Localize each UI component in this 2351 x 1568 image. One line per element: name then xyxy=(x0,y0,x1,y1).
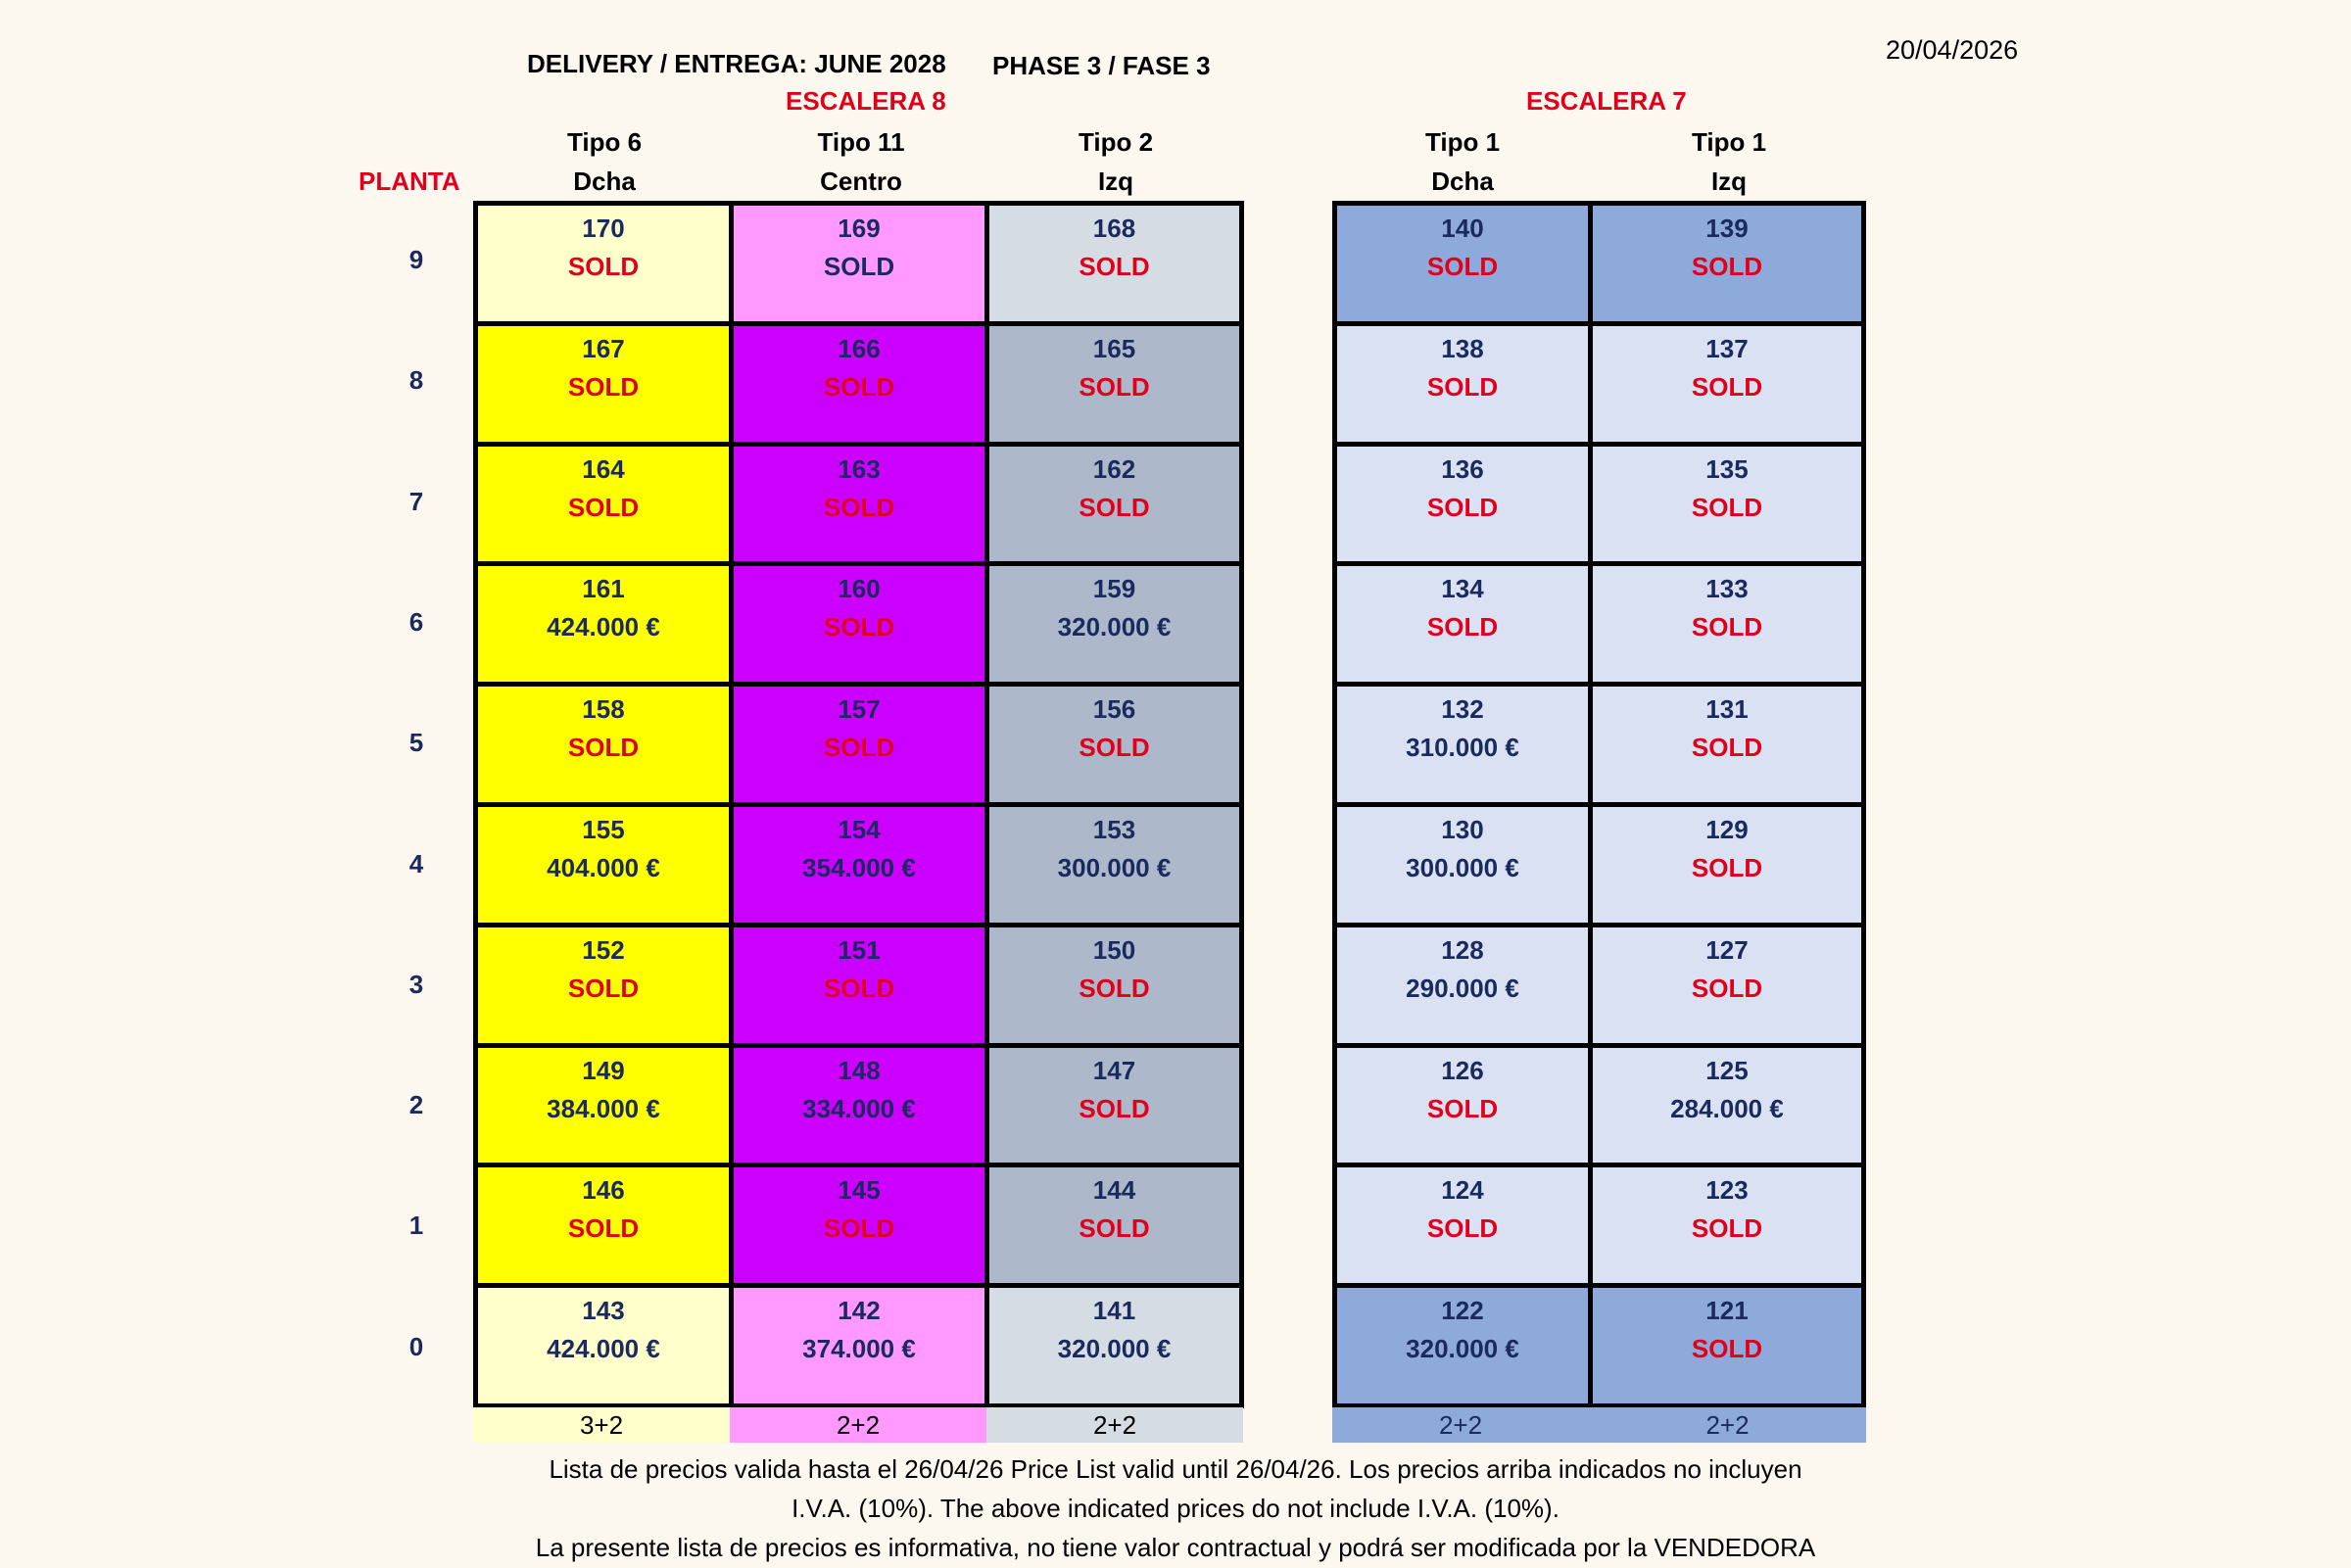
unit-cell xyxy=(989,1048,1239,1164)
unit-status: SOLD xyxy=(1426,612,1499,642)
unit-status: 290.000 € xyxy=(1406,973,1519,1003)
unit-status: SOLD xyxy=(1691,1334,1763,1364)
unit-status: SOLD xyxy=(1691,492,1763,522)
unit-cell xyxy=(1337,927,1588,1043)
floor-label: 8 xyxy=(408,365,424,396)
unit-cell xyxy=(734,687,984,802)
unit-status: SOLD xyxy=(1691,252,1763,281)
unit-cell xyxy=(734,1167,984,1283)
legend-bedrooms: 2+2 xyxy=(730,1407,986,1443)
column-type: Tipo 11 xyxy=(817,127,905,157)
price-list-date: 20/04/2026 xyxy=(1886,35,2019,65)
unit-cell xyxy=(734,566,984,682)
unit-cell xyxy=(1337,1167,1588,1283)
column-type: Tipo 1 xyxy=(1691,127,1767,157)
legend-bedrooms: 2+2 xyxy=(986,1407,1243,1443)
unit-cell xyxy=(1593,687,1861,802)
unit-number: 131 xyxy=(1705,694,1749,725)
column-header xyxy=(988,122,1243,201)
unit-cell xyxy=(989,206,1239,321)
floor-label: 5 xyxy=(408,728,424,758)
unit-status: SOLD xyxy=(567,371,640,402)
unit-status: SOLD xyxy=(823,612,895,642)
unit-number: 152 xyxy=(582,934,625,965)
escalera-7-grid xyxy=(1332,201,1866,1408)
floor-label: 1 xyxy=(408,1211,424,1241)
unit-number: 123 xyxy=(1705,1175,1749,1206)
unit-status: SOLD xyxy=(1079,1213,1150,1244)
unit-number: 161 xyxy=(582,574,625,604)
unit-number: 167 xyxy=(582,333,625,363)
unit-cell xyxy=(478,1167,729,1283)
unit-status: SOLD xyxy=(1079,252,1150,281)
unit-cell xyxy=(989,326,1239,442)
unit-cell xyxy=(1593,807,1861,923)
unit-status: SOLD xyxy=(1426,1093,1499,1123)
unit-status: 284.000 € xyxy=(1670,1093,1784,1123)
unit-cell xyxy=(1593,447,1861,562)
unit-status: 320.000 € xyxy=(1057,1334,1172,1364)
floor-label: 4 xyxy=(408,848,424,879)
unit-cell xyxy=(478,326,729,442)
unit-status: SOLD xyxy=(1691,371,1763,402)
unit-status: SOLD xyxy=(1079,733,1150,763)
unit-cell xyxy=(1593,1048,1861,1164)
floor-label: 9 xyxy=(408,245,424,274)
unit-number: 154 xyxy=(838,815,881,844)
unit-number: 139 xyxy=(1705,214,1749,243)
column-header xyxy=(1592,122,1866,201)
column-header xyxy=(1335,122,1590,201)
unit-cell xyxy=(1337,206,1588,321)
unit-number: 133 xyxy=(1705,574,1749,604)
unit-number: 146 xyxy=(582,1175,625,1206)
unit-cell xyxy=(734,807,984,923)
unit-cell xyxy=(989,447,1239,562)
unit-number: 122 xyxy=(1441,1296,1484,1326)
column-header xyxy=(477,122,732,201)
unit-number: 128 xyxy=(1441,934,1484,965)
unit-cell xyxy=(734,447,984,562)
unit-status: SOLD xyxy=(567,492,640,522)
unit-status: 374.000 € xyxy=(802,1334,916,1364)
column-side: Izq xyxy=(1710,166,1748,196)
unit-cell xyxy=(734,206,984,321)
unit-status: SOLD xyxy=(1691,733,1763,763)
unit-number: 142 xyxy=(838,1296,881,1326)
floor-label: 6 xyxy=(408,606,424,637)
column-side: Izq xyxy=(1097,166,1134,196)
unit-cell xyxy=(1337,687,1588,802)
unit-number: 155 xyxy=(582,815,625,844)
delivery-title: DELIVERY / ENTREGA: JUNE 2028 xyxy=(527,49,946,78)
unit-status: 424.000 € xyxy=(547,1334,660,1364)
unit-number: 150 xyxy=(1092,934,1136,965)
unit-number: 145 xyxy=(838,1175,881,1206)
unit-number: 130 xyxy=(1441,815,1484,844)
unit-number: 125 xyxy=(1705,1055,1749,1085)
unit-cell xyxy=(1593,1167,1861,1283)
unit-status: SOLD xyxy=(1426,492,1499,522)
unit-status: 384.000 € xyxy=(547,1093,660,1123)
unit-cell xyxy=(478,566,729,682)
unit-status: SOLD xyxy=(1691,973,1763,1003)
unit-cell xyxy=(989,807,1239,923)
unit-status: SOLD xyxy=(567,252,640,281)
unit-number: 151 xyxy=(838,934,881,965)
unit-cell xyxy=(478,687,729,802)
column-header xyxy=(734,122,988,201)
unit-cell xyxy=(1337,566,1588,682)
unit-number: 159 xyxy=(1092,574,1136,604)
unit-status: SOLD xyxy=(823,973,895,1003)
unit-number: 127 xyxy=(1705,934,1749,965)
unit-status: 300.000 € xyxy=(1406,853,1519,882)
unit-cell xyxy=(478,1288,729,1403)
unit-status: 300.000 € xyxy=(1057,853,1172,882)
planta-label: PLANTA xyxy=(359,166,460,196)
unit-number: 160 xyxy=(838,574,881,604)
unit-cell xyxy=(478,447,729,562)
unit-status: SOLD xyxy=(1426,371,1499,402)
column-type: Tipo 2 xyxy=(1078,127,1154,157)
unit-status: SOLD xyxy=(1079,1093,1150,1123)
unit-status: SOLD xyxy=(823,1213,895,1244)
unit-status: SOLD xyxy=(1079,371,1150,402)
unit-status: SOLD xyxy=(1691,612,1763,642)
unit-status: SOLD xyxy=(567,1213,640,1244)
unit-cell xyxy=(478,927,729,1043)
unit-status: SOLD xyxy=(823,252,895,281)
unit-cell xyxy=(1337,447,1588,562)
unit-status: 334.000 € xyxy=(802,1093,916,1123)
unit-status: SOLD xyxy=(1691,1213,1763,1244)
unit-number: 140 xyxy=(1441,214,1484,243)
unit-cell xyxy=(478,807,729,923)
unit-status: SOLD xyxy=(1079,492,1150,522)
unit-cell xyxy=(989,1167,1239,1283)
unit-number: 166 xyxy=(838,333,881,363)
floor-label: 7 xyxy=(408,486,424,516)
unit-status: 310.000 € xyxy=(1406,733,1519,763)
unit-cell xyxy=(1337,1048,1588,1164)
unit-status: 424.000 € xyxy=(547,612,660,642)
unit-number: 163 xyxy=(838,453,881,484)
unit-cell xyxy=(1593,927,1861,1043)
unit-number: 129 xyxy=(1705,815,1749,844)
footer-line-1: Lista de precios valida hasta el 26/04/26 Price List valid until 26/04/26. Los precios arriba indicados no incluyen xyxy=(549,1454,1802,1484)
unit-cell xyxy=(989,566,1239,682)
unit-number: 138 xyxy=(1441,333,1484,363)
unit-number: 147 xyxy=(1092,1055,1136,1085)
unit-status: 320.000 € xyxy=(1057,612,1172,642)
unit-cell xyxy=(1593,566,1861,682)
unit-status: SOLD xyxy=(823,492,895,522)
phase-title: PHASE 3 / FASE 3 xyxy=(992,51,1211,80)
unit-status: SOLD xyxy=(1079,973,1150,1003)
unit-status: 354.000 € xyxy=(802,853,916,882)
unit-status: SOLD xyxy=(823,733,895,763)
unit-number: 143 xyxy=(582,1296,625,1326)
unit-status: 404.000 € xyxy=(547,853,660,882)
legend-bedrooms: 2+2 xyxy=(1332,1407,1589,1443)
unit-number: 137 xyxy=(1705,333,1749,363)
unit-cell xyxy=(478,1048,729,1164)
unit-cell xyxy=(734,1288,984,1403)
unit-cell xyxy=(1337,326,1588,442)
unit-status: 320.000 € xyxy=(1406,1334,1519,1364)
unit-number: 136 xyxy=(1441,453,1484,484)
unit-number: 162 xyxy=(1092,453,1136,484)
unit-number: 149 xyxy=(582,1055,625,1085)
legend-bedrooms: 2+2 xyxy=(1589,1407,1866,1443)
unit-status: SOLD xyxy=(1426,1213,1499,1244)
unit-cell xyxy=(1593,1288,1861,1403)
footer-line-2: I.V.A. (10%). The above indicated prices do not include I.V.A. (10%). xyxy=(792,1494,1559,1523)
unit-status: SOLD xyxy=(823,371,895,402)
unit-number: 144 xyxy=(1092,1175,1136,1206)
unit-number: 169 xyxy=(838,214,881,243)
unit-cell xyxy=(1337,807,1588,923)
legend-bedrooms: 3+2 xyxy=(473,1407,730,1443)
unit-status: SOLD xyxy=(1691,853,1763,882)
unit-number: 168 xyxy=(1092,214,1136,243)
unit-cell xyxy=(734,927,984,1043)
block-title-escalera-7: ESCALERA 7 xyxy=(1526,86,1687,116)
column-side: Dcha xyxy=(1431,166,1494,196)
unit-cell xyxy=(478,206,729,321)
unit-number: 134 xyxy=(1441,574,1484,604)
unit-number: 126 xyxy=(1441,1055,1484,1085)
unit-cell xyxy=(1337,1288,1588,1403)
unit-number: 165 xyxy=(1092,333,1136,363)
unit-number: 135 xyxy=(1705,453,1749,484)
column-type: Tipo 1 xyxy=(1424,127,1501,157)
unit-cell xyxy=(989,927,1239,1043)
unit-cell xyxy=(989,1288,1239,1403)
unit-status: SOLD xyxy=(567,973,640,1003)
unit-number: 153 xyxy=(1092,815,1136,844)
unit-number: 158 xyxy=(582,694,625,725)
unit-number: 164 xyxy=(582,453,625,484)
unit-cell xyxy=(734,326,984,442)
floor-label: 2 xyxy=(408,1090,424,1120)
column-type: Tipo 6 xyxy=(566,127,643,157)
floor-label: 0 xyxy=(408,1331,424,1361)
footer-line-3: La presente lista de precios es informativa, no tiene valor contractual y podrá ser modificada por la VENDEDORA xyxy=(535,1533,1816,1562)
unit-number: 124 xyxy=(1441,1175,1484,1206)
column-side: Centro xyxy=(820,166,902,196)
unit-number: 141 xyxy=(1092,1296,1136,1326)
escalera-8-grid xyxy=(473,201,1244,1408)
unit-cell xyxy=(1593,326,1861,442)
unit-status: SOLD xyxy=(1426,252,1499,281)
floor-label: 3 xyxy=(408,969,424,999)
unit-number: 148 xyxy=(838,1055,881,1085)
unit-number: 156 xyxy=(1092,694,1136,725)
unit-number: 170 xyxy=(582,214,625,243)
column-side: Dcha xyxy=(573,166,636,196)
unit-cell xyxy=(734,1048,984,1164)
block-title-escalera-8: ESCALERA 8 xyxy=(786,86,946,116)
unit-number: 157 xyxy=(838,694,881,725)
unit-number: 121 xyxy=(1705,1296,1749,1326)
unit-cell xyxy=(989,687,1239,802)
unit-cell xyxy=(1593,206,1861,321)
unit-number: 132 xyxy=(1441,694,1484,725)
unit-status: SOLD xyxy=(567,733,640,763)
